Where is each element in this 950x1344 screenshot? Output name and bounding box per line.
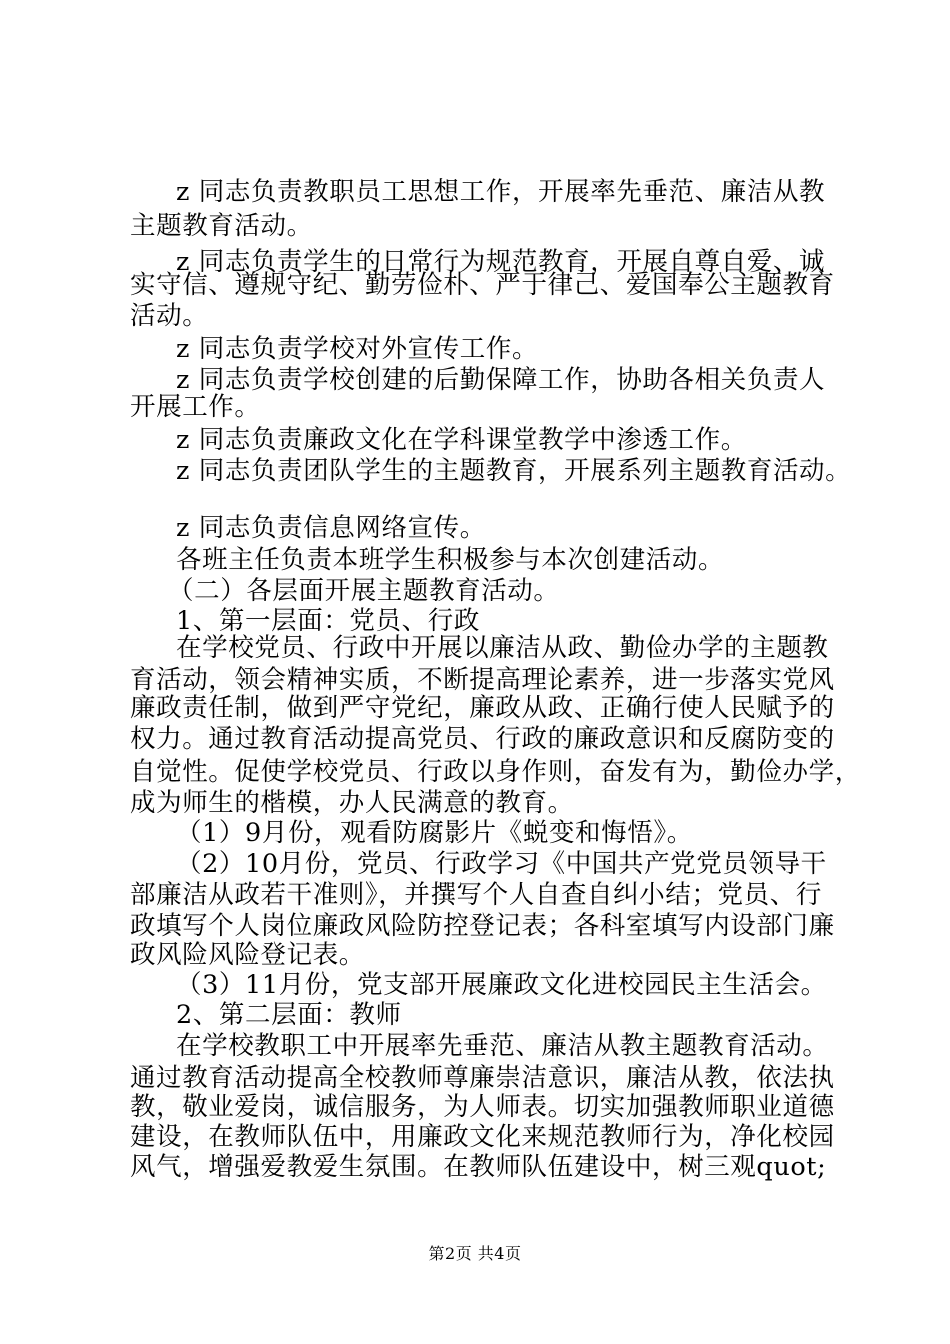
text-line: z 同志负责教职员工思想工作，开展率先垂范、廉洁从教 (176, 177, 826, 207)
list-item: （1）9月份，观看防腐影片《蜕变和悔悟》。 (176, 818, 693, 848)
list-item: （3）11月份，党支部开展廉政文化进校园民主生活会。 (176, 970, 827, 1000)
text-line: 在学校教职工中开展率先垂范、廉洁从教主题教育活动。 (176, 1031, 829, 1061)
text-line: 教，敬业爱岗，诚信服务，为人师表。切实加强教师职业道德 (130, 1092, 835, 1122)
text-line: 政风险风险登记表。 (130, 940, 365, 970)
text-line: z 同志负责学生的日常行为规范教育，开展自尊自爱、诚 (176, 247, 826, 277)
text-line: 廉政责任制，做到严守党纪，廉政从政、正确行使人民赋予的 (130, 693, 835, 723)
list-item: （2）10月份，党员、行政学习《中国共产党党员领导干 (176, 849, 827, 879)
text-line: 风气，增强爱教爱生氛围。在教师队伍建设中，树三观quot; (130, 1152, 827, 1182)
text-line: 自觉性。促使学校党员、行政以身作则，奋发有为，勤俭办学， (130, 757, 861, 787)
text-line: z 同志负责学校对外宣传工作。 (176, 334, 539, 364)
text-line: 主题教育活动。 (130, 211, 313, 241)
text-line: 活动。 (130, 301, 209, 331)
text-line: 实守信、遵规守纪、勤劳俭朴、严于律己、爱国奉公主题教育 (130, 270, 835, 300)
text-line: 部廉洁从政若干准则》，并撰写个人自查自纠小结；党员、行 (130, 880, 822, 910)
subsection-heading: 1、第一层面：党员、行政 (176, 606, 480, 636)
text-line: 各班主任负责本班学生积极参与本次创建活动。 (176, 545, 725, 575)
text-line: 建设，在教师队伍中，用廉政文化来规范教师行为，净化校园 (130, 1122, 835, 1152)
text-line: 通过教育活动提高全校教师尊廉崇洁意识，廉洁从教，依法执 (130, 1063, 835, 1093)
text-line: z 同志负责团队学生的主题教育，开展系列主题教育活动。 (176, 456, 852, 486)
text-line: 权力。通过教育活动提高党员、行政的廉政意识和反腐防变的 (130, 724, 835, 754)
text-line: 政填写个人岗位廉政风险防控登记表；各科室填写内设部门廉 (130, 911, 835, 941)
page-footer: 第2页 共4页 (428, 1244, 522, 1263)
text-line: 开展工作。 (130, 392, 261, 422)
text-line: 在学校党员、行政中开展以廉洁从政、勤俭办学的主题教 (176, 633, 829, 663)
text-line: 育活动，领会精神实质，不断提高理论素养，进一步落实党风 (130, 665, 835, 695)
text-line: 成为师生的楷模，办人民满意的教育。 (130, 788, 574, 818)
subsection-heading: 2、第二层面：教师 (176, 1000, 402, 1030)
section-heading: （二）各层面开展主题教育活动。 (168, 576, 560, 606)
text-line: z 同志负责学校创建的后勤保障工作，协助各相关负责人 (176, 365, 826, 395)
text-line: z 同志负责廉政文化在学科课堂教学中渗透工作。 (176, 425, 747, 455)
text-line: z 同志负责信息网络宣传。 (176, 513, 486, 543)
